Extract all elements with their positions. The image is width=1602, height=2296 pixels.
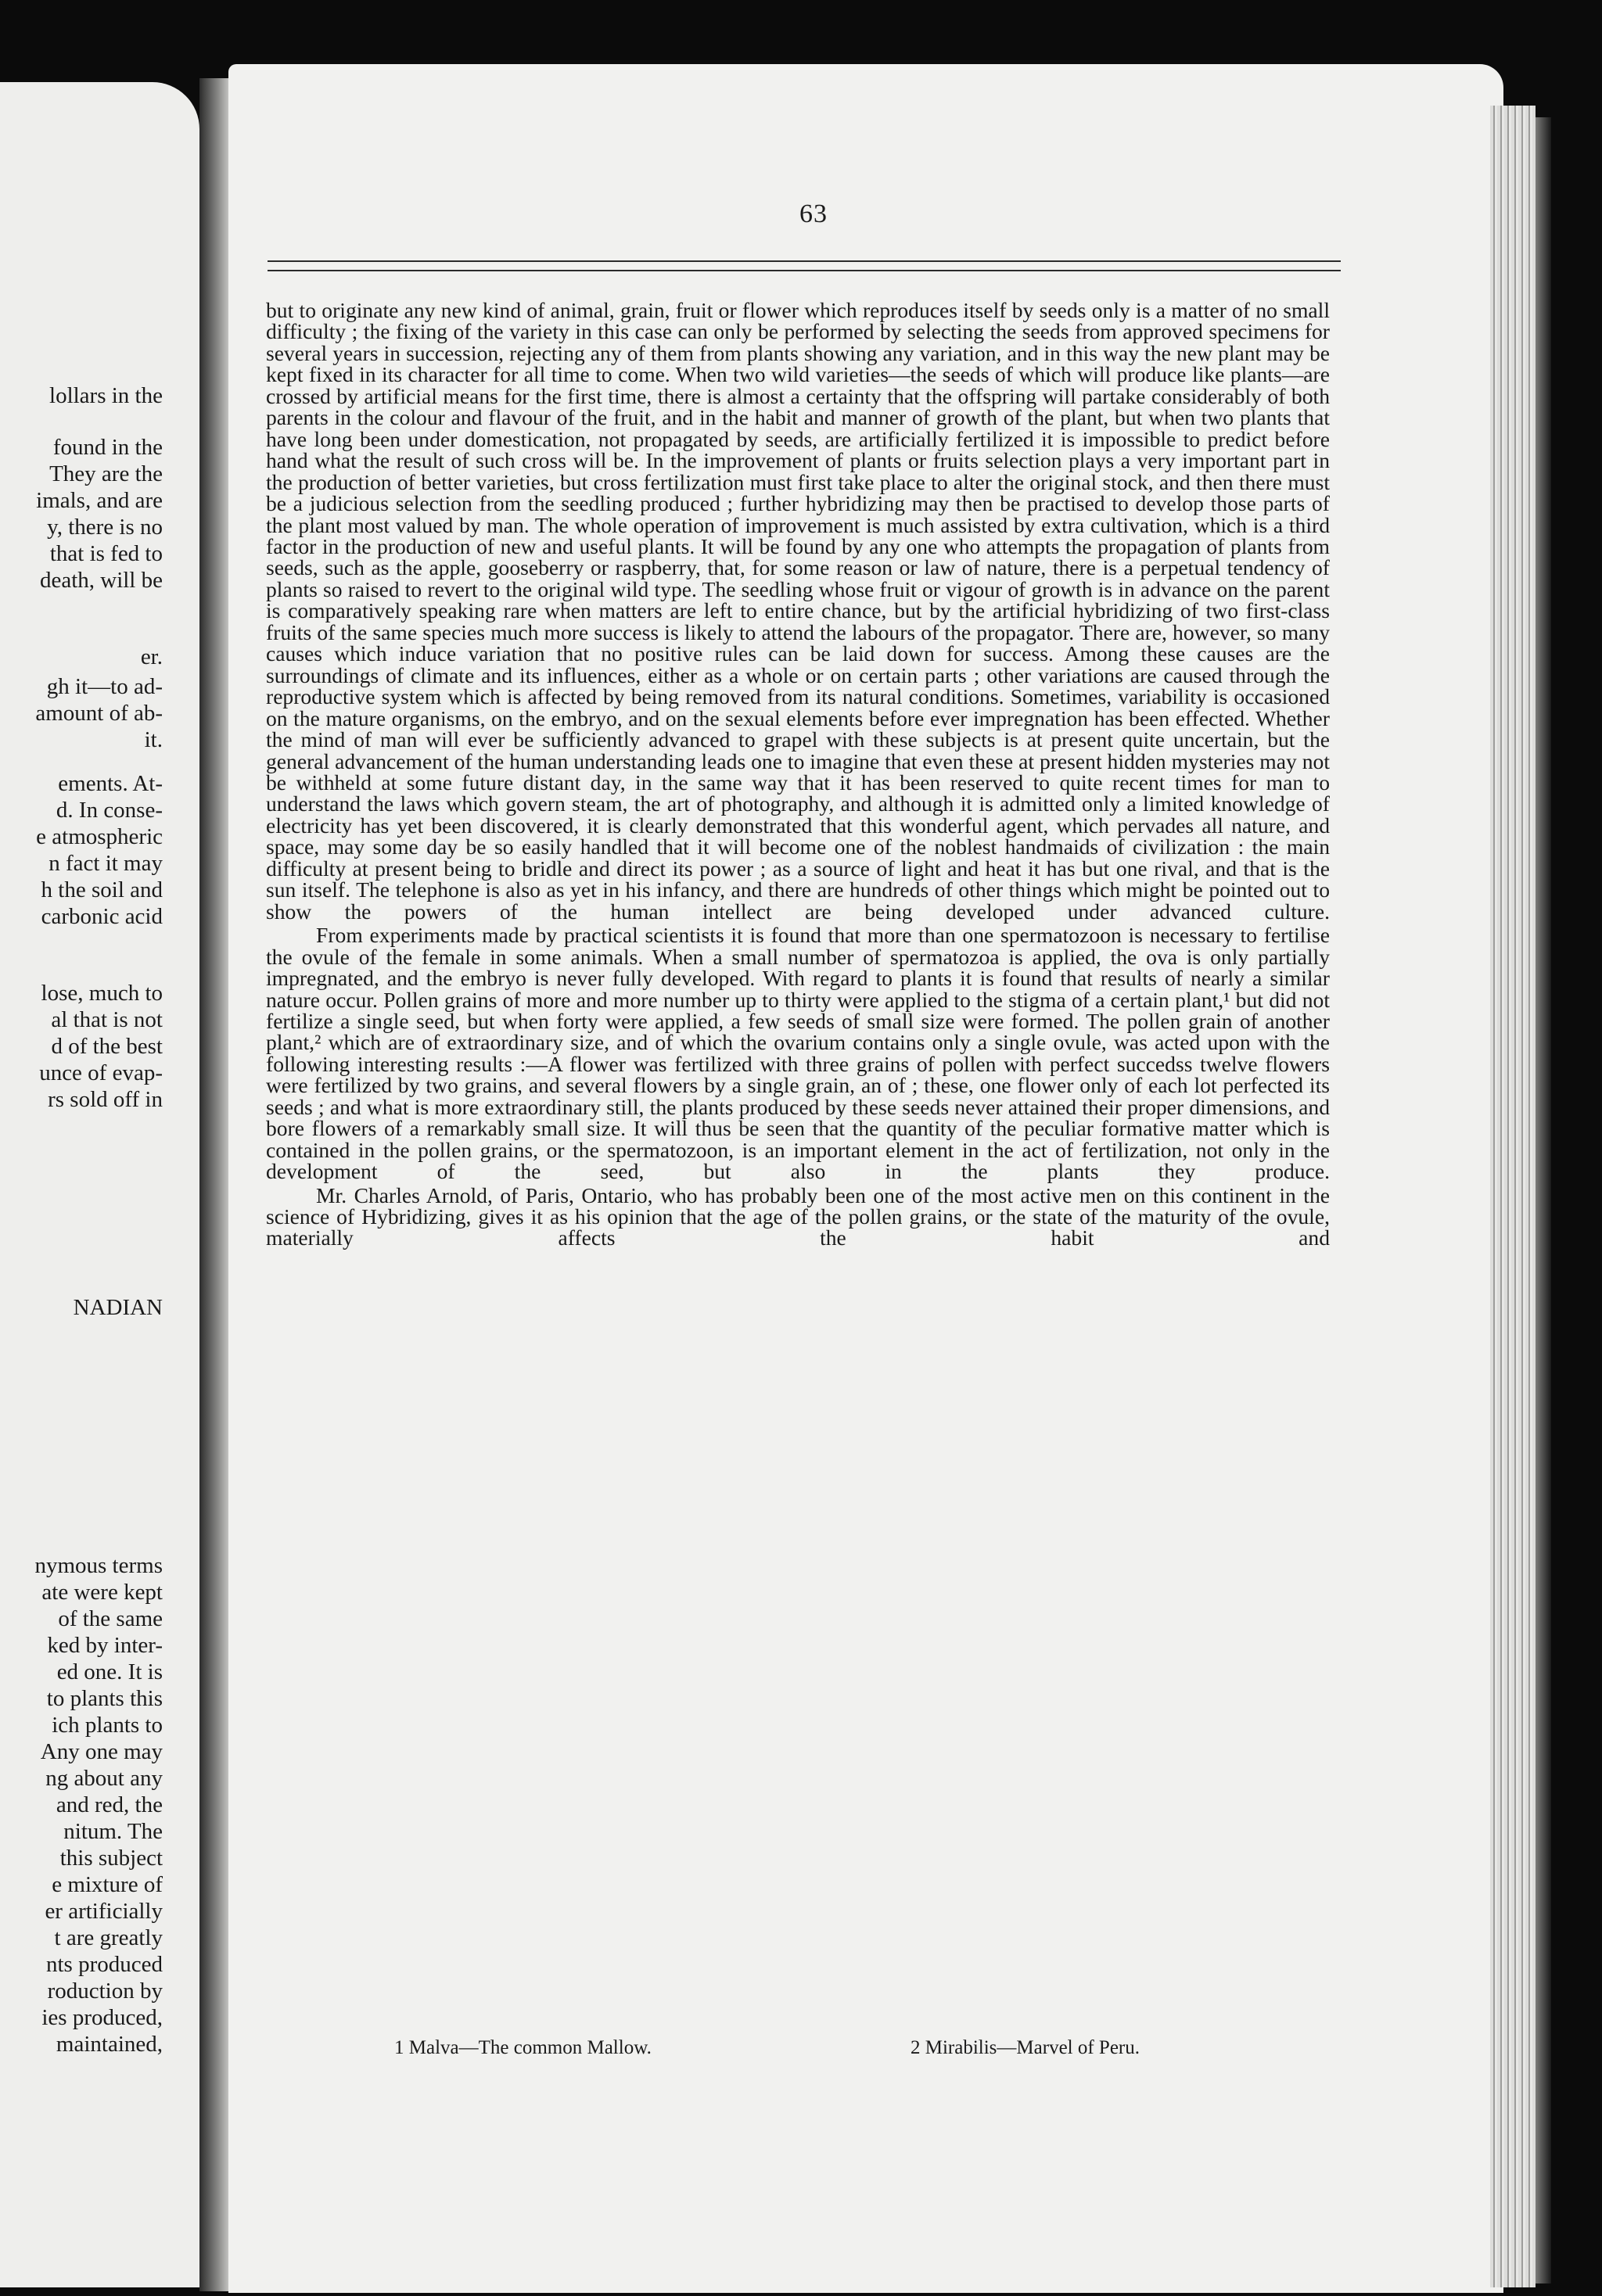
page-number: 63 bbox=[799, 199, 828, 228]
facing-page-line: this subject bbox=[59, 1846, 163, 1871]
facing-page-line: nitum. The bbox=[63, 1819, 163, 1844]
facing-page-line: death, will be bbox=[39, 568, 163, 593]
facing-page-line: al that is not bbox=[51, 1007, 163, 1032]
facing-page-line: to plants this bbox=[46, 1686, 163, 1711]
facing-page-line: Any one may bbox=[40, 1739, 163, 1764]
facing-page-line: it. bbox=[144, 727, 163, 752]
facing-page-line: ked by inter- bbox=[47, 1633, 163, 1658]
facing-page-line: imals, and are bbox=[36, 488, 163, 513]
footnotes bbox=[0, 2037, 1602, 2068]
facing-page-line: of the same bbox=[58, 1606, 163, 1631]
facing-page-line: h the soil and bbox=[41, 877, 163, 902]
facing-page-line: nymous terms bbox=[34, 1553, 163, 1578]
facing-page-line: NADIAN bbox=[73, 1295, 163, 1320]
facing-page-line: er. bbox=[140, 644, 163, 669]
facing-page-line: y, there is no bbox=[47, 515, 163, 540]
facing-page-line: found in the bbox=[52, 435, 163, 460]
facing-page-line: ies produced, bbox=[41, 2005, 163, 2030]
facing-page-line: er artificially bbox=[45, 1899, 163, 1924]
edge-shadow bbox=[1536, 117, 1551, 2283]
facing-page-line: amount of ab- bbox=[35, 701, 163, 726]
facing-page-line: e mixture of bbox=[52, 1872, 163, 1897]
facing-page-line: e atmospheric bbox=[36, 824, 163, 849]
footnote: 1 Malva—The common Mallow. bbox=[394, 2037, 652, 2058]
facing-page-line: and red, the bbox=[56, 1792, 163, 1817]
facing-page-line: ich plants to bbox=[52, 1713, 163, 1738]
body-text bbox=[266, 300, 1330, 1249]
paragraph: From experiments made by practical scientists it is found that more than one spermatozoon is necessary to fertilise the ovule of the female in some animals. When a small number of spermatozoa is applied, the ova is only partially impregnated, and the embryo is never fully developed. With regard to plants it is found that results of nearly a similar nature occur. Pollen grains of more and more number up to thirty were applied to the stigma of a certain plant,¹ but did not fertilize a single seed, but when forty were applied, a few seeds of small size were formed. The pollen grain of another plant,² which are of extraordinary size, and of which the ovarium contains only a single ovule, was acted upon with the following interesting results :—A flower was fertilized with three grains of pollen with perfect succedss twelve flowers were fertilized by two grains, and several flowers by a single grain, an of ; these, one flower only of each lot perfected its seeds ; and what is more extraordinary still, the plants produced by these seeds never attained their proper dimensions, and bore flowers of a remarkably small size. It will thus be seen that the quantity of the peculiar formative matter which is contained in the pollen grains, or the spermatozoon, is an important element in the act of fertilization, not only in the development of the seed, but also in the plants they produce. bbox=[266, 923, 1330, 1184]
header-rule bbox=[268, 260, 1341, 262]
facing-page-line: ng about any bbox=[45, 1766, 163, 1791]
facing-page-line: t are greatly bbox=[54, 1925, 163, 1950]
facing-page-line: gh it—to ad- bbox=[46, 674, 163, 699]
facing-page-line: lollars in the bbox=[49, 383, 163, 408]
facing-page-line: d. In conse- bbox=[56, 798, 163, 823]
facing-page-line: that is fed to bbox=[49, 541, 163, 566]
facing-page-line: nts produced bbox=[46, 1952, 163, 1977]
facing-page-line: d of the best bbox=[51, 1034, 163, 1059]
facing-page-line: lose, much to bbox=[41, 981, 163, 1006]
facing-page-line: maintained, bbox=[56, 2032, 163, 2057]
paragraph: but to originate any new kind of animal, grain, fruit or flower which reproduces itself by seeds only is a matter of no small difficulty ; the fixing of the variety in this case can only be performed by selecting the seeds from approved specimens for several years in succession, rejecting any of them from plants showing any variation, and in this way the new plant may be kept fixed in its character for all time to come. When two wild varieties—the seeds of which will produce like plants—are crossed by artificial means for the first time, there is almost a certainty that the offspring will partake considerably of both parents in the colour and flavour of the fruit, and in the habit and manner of growth of the plant, but when two plants that have long been under domestication, not propagated by seeds, are artificially fertilized it is impossible to predict before hand what the result of such cross will be. In the improvement of plants or fruits selection plays a very important part in the production of better varieties, but cross fertilization must first take place to alter the original stock, and then there must be a judicious selection from the seedling produced ; further hybridizing may then be practised to develop those parts of the plant most valued by man. The whole operation of improvement is much assisted by extra cultivation, which is a third factor in the production of new and useful plants. It will be found by any one who attempts the propagation of plants from seeds, such as the apple, gooseberry or raspberry, that, for some reason or law of nature, there is a perpetual tendency of plants so raised to revert to the original wild type. The seedling whose fruit or vigour of growth is in advance on the parent is comparatively speaking rare when matters are left to entire chance, but by the artificial hybridizing of two first-class fruits of the same species much more success is likely to attend the labours of the propagator. There are, however, so many causes which induce variation that no positive rules can be laid down for success. Among these causes are the surroundings of climate and its influences, either as a whole or on certain parts ; other variations are caused through the reproductive system which is affected by being removed from its natural conditions. Sometimes, variability is occasioned on the mature organisms, on the embryo, and on the sexual elements before ever impregnation has been effected. Whether the mind of man will ever be sufficiently advanced to grapel with these subjects is at present quite uncertain, but the general advancement of the human understanding leads one to imagine that even these at present hidden mysteries may not be withheld at some future distant day, in the same way that it has been reserved to quite recent times for man to understand the laws which govern steam, the art of photography, and although it is admitted only a limited knowledge of electricity has yet been discovered, it is clearly demonstrated that this wonderful agent, which pervades all nature, and space, may some day be so easily handled that it will become one of the noblest handmaids of civilization : the main difficulty at present being to bridle and direct its power ; as a source of light and heat it has but one rival, and that is the sun itself. The telephone is also as yet in his infancy, and there are hundreds of other things which might be pointed out to show the powers of the human intellect are being developed under advanced culture. bbox=[266, 298, 1330, 924]
facing-page-line: carbonic acid bbox=[41, 904, 163, 929]
header-rule bbox=[268, 270, 1341, 271]
facing-page-line: ate were kept bbox=[41, 1580, 163, 1605]
facing-page-line: n fact it may bbox=[48, 851, 163, 876]
book-gutter bbox=[199, 78, 231, 2291]
facing-page-line: They are the bbox=[49, 461, 163, 486]
facing-page-line: rs sold off in bbox=[48, 1087, 163, 1112]
facing-page-line: ed one. It is bbox=[56, 1659, 163, 1684]
footnote: 2 Mirabilis—Marvel of Peru. bbox=[911, 2037, 1140, 2058]
page-edges bbox=[1490, 106, 1536, 2287]
facing-page-line: roduction by bbox=[47, 1979, 163, 2004]
paragraph: Mr. Charles Arnold, of Paris, Ontario, who has probably been one of the most active men on this continent in the science of Hybridizing, gives it as his opinion that the age of the pollen grains, or the state of the maturity of the ovule, materially affects the habit and bbox=[266, 1182, 1330, 1250]
facing-page-line: ements. At- bbox=[58, 771, 163, 796]
facing-page-line: unce of evap- bbox=[39, 1060, 163, 1085]
facing-page bbox=[0, 82, 199, 2287]
